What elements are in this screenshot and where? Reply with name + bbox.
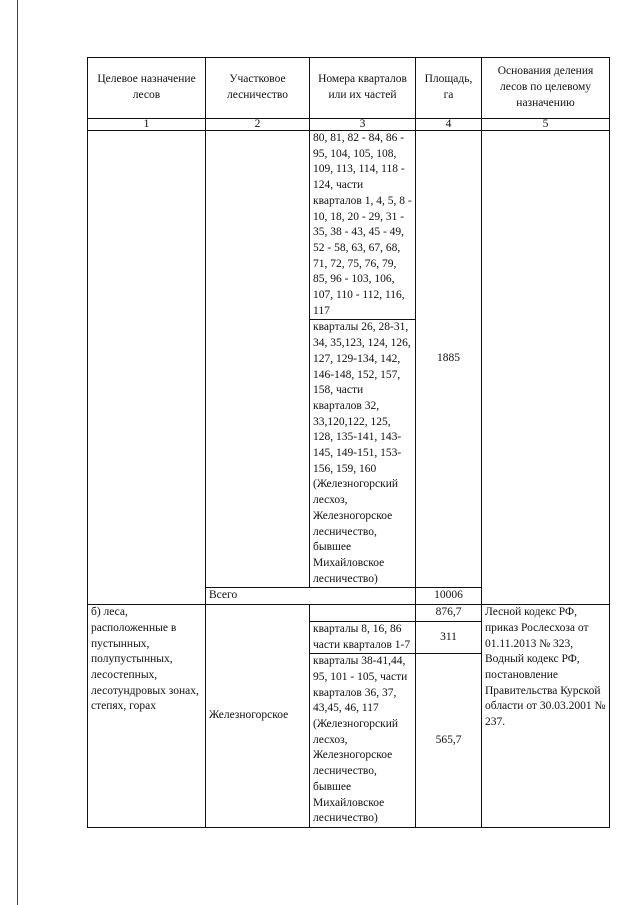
forest-table <box>87 57 610 828</box>
quarters-cell: 80, 81, 82 - 84, 86 - 95, 104, 105, 108, 109, 113, 114, 118 - 124, части кварталов 1, 4, 5, 8 - 10, 18, 20 - 29, 31 - 35, 38 - 43, 45 - 49, 52 - 58, 63, 67, 68, 71, 72, 75, 76, 79, 85, 96 - 103, 106, 107, 110 - 112, 116, 117 <box>310 131 416 320</box>
purpose-cell: б) леса, расположенные в пустынных, полупустынных, лесостепных, лесотундровых зонах, степях, горах <box>88 605 206 828</box>
column-numbers-row <box>88 119 610 131</box>
area-cell: 311 <box>416 621 482 653</box>
area-cell: 565,7 <box>416 654 482 828</box>
basis-cell: Лесной кодекс РФ, приказ Рослесхоза от 01.11.2013 № 323, Водный кодекс РФ, постановление Правительства Курской области от 30.03.2001 № 237. <box>482 605 610 828</box>
area-cell: 1885 <box>416 131 482 588</box>
quarters-cell: кварталы 38-41,44, 95, 101 - 105, части кварталов 36, 37, 43,45, 46, 117 (Железногорский лесхоз, Железногорское лесничество, бывшее Михайловское лесничество) <box>310 654 416 828</box>
purpose-cell-continued <box>88 131 206 605</box>
header-quarters: Номера кварталов или их частей <box>310 58 416 119</box>
header-area: Площадь, га <box>416 58 482 119</box>
column-number: 1 <box>88 119 206 131</box>
column-number: 2 <box>206 119 310 131</box>
district-cell: Железногорское <box>206 605 310 828</box>
area-cell: 876,7 <box>416 605 482 622</box>
quarters-cell: кварталы 26, 28-31, 34, 35,123, 124, 126, 127, 129-134, 142, 146-148, 152, 157, 158, части кварталов 32, 33,120,122, 125, 128, 135-141, 143-145, 149-151, 153-156, 159, 160 (Железногорский лесхоз, Железногорское лесничество, бывшее Михайловское лесничество) <box>310 320 416 588</box>
table-row <box>88 605 610 622</box>
margin-line <box>17 0 18 905</box>
header-row <box>88 58 610 119</box>
basis-cell-continued <box>482 131 610 605</box>
total-label: Всего <box>206 588 416 605</box>
quarters-cell-empty <box>310 605 416 622</box>
column-number: 5 <box>482 119 610 131</box>
column-number: 4 <box>416 119 482 131</box>
header-basis: Основания деления лесов по целевому назначению <box>482 58 610 119</box>
table-row <box>88 131 610 320</box>
quarters-cell: кварталы 8, 16, 86 части кварталов 1-7 <box>310 621 416 653</box>
header-district: Участковое лесничество <box>206 58 310 119</box>
district-cell-continued <box>206 131 310 588</box>
column-number: 3 <box>310 119 416 131</box>
header-purpose: Целевое назначение лесов <box>88 58 206 119</box>
total-area: 10006 <box>416 588 482 605</box>
